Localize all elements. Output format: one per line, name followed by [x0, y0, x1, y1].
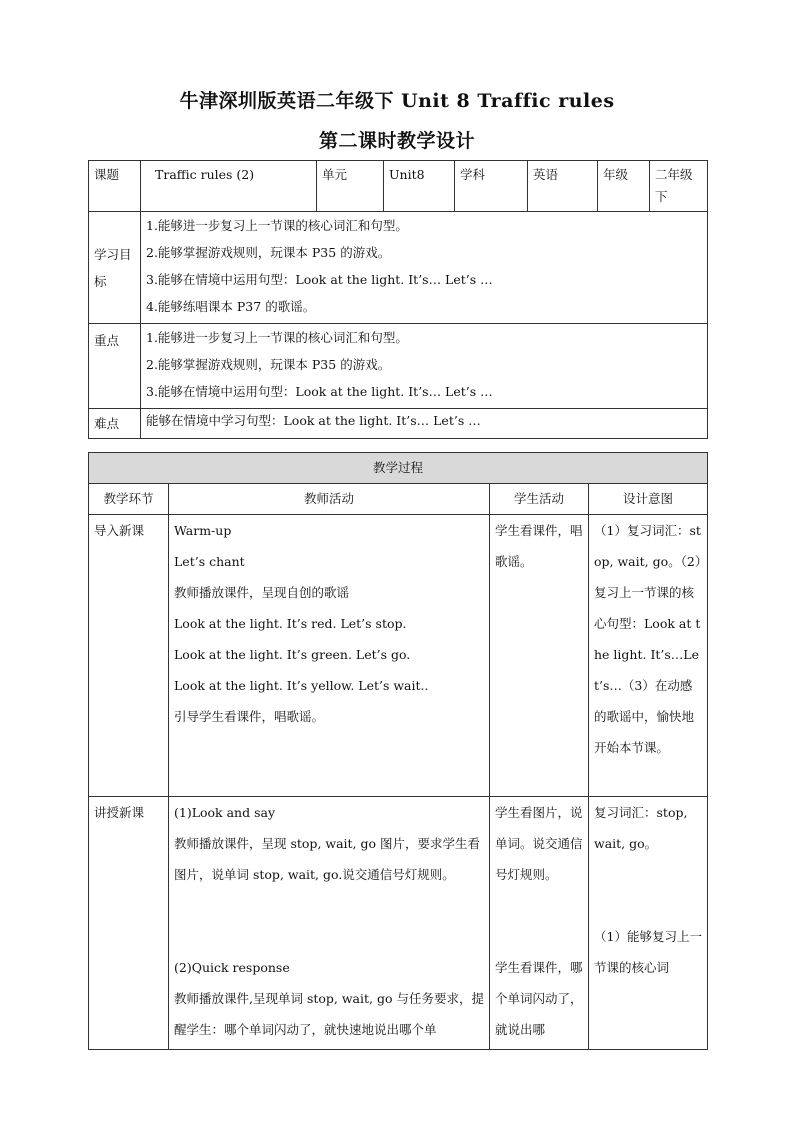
label-key-points: 重点: [89, 324, 141, 409]
goal-item: 1.能够进一步复习上一节课的核心词汇和句型。: [146, 218, 408, 233]
teacher-line: 教师播放课件,呈现单词 stop, wait, go 与任务要求，提醒学生：哪个单词闪动了，就快速地说出哪个单: [174, 991, 484, 1037]
teacher-line: Look at the light. It’s red. Let’s stop.: [174, 616, 407, 631]
student-activity-cell: [490, 797, 589, 1050]
student-line: 学生看图片，说单词。说交通信号灯规则。: [495, 805, 583, 882]
teacher-line: (2)Quick response: [174, 960, 290, 975]
document-subtitle: 第二课时教学设计: [318, 130, 475, 152]
difficult-value: 能够在情境中学习句型：Look at the light. It’s… Let’s …: [141, 409, 708, 439]
key-point-item: 3.能够在情境中运用句型：Look at the light. It’s… Let’s …: [146, 384, 493, 399]
label-grade: 年级: [598, 161, 650, 212]
teacher-activity-cell: [169, 515, 490, 797]
intent-line: （1）能够复习上一节课的核心词: [594, 929, 702, 975]
unit-value: Unit8: [384, 161, 455, 212]
teacher-line: 教师播放课件，呈现自创的歌谣: [174, 585, 350, 600]
key-point-item: 2.能够掌握游戏规则，玩课本 P35 的游戏。: [146, 357, 391, 372]
column-header: 教学环节: [89, 484, 169, 515]
column-header: 教师活动: [169, 484, 490, 515]
stage-cell: 讲授新课: [89, 797, 169, 1050]
column-header: 设计意图: [589, 484, 708, 515]
student-line: 学生看课件，哪个单词闪动了，就说出哪: [495, 960, 583, 1037]
column-header: 学生活动: [490, 484, 589, 515]
process-table: [88, 452, 708, 1050]
label-subject: 学科: [455, 161, 528, 212]
process-header: 教学过程: [89, 453, 708, 484]
table-row: [89, 797, 708, 1050]
teacher-line: 教师播放课件，呈现 stop, wait, go 图片，要求学生看图片，说单词 stop, wait, go.说交通信号灯规则。: [174, 836, 481, 882]
student-activity-cell: 学生看课件，唱歌谣。: [490, 515, 589, 797]
label-unit: 单元: [317, 161, 384, 212]
label-goals: 学习目标: [89, 212, 141, 324]
design-intent-cell: （1）复习词汇：stop, wait, go。（2）复习上一节课的核心句型：Look at the light. It’s…Let’s…（3）在动感的歌谣中，愉快地开始本节课。: [589, 515, 708, 797]
table-row: [89, 515, 708, 797]
teacher-activity-cell: [169, 797, 490, 1050]
label-difficult: 难点: [89, 409, 141, 439]
goal-item: 4.能够练唱课本 P37 的歌谣。: [146, 299, 316, 314]
teacher-line: Look at the light. It’s green. Let’s go.: [174, 647, 411, 662]
subject-value: 英语: [528, 161, 598, 212]
grade-value: 二年级下: [650, 161, 708, 212]
teacher-line: (1)Look and say: [174, 805, 276, 820]
teacher-line: 引导学生看课件，唱歌谣。: [174, 709, 325, 724]
intent-line: 复习词汇：stop, wait, go。: [594, 805, 688, 851]
key-points-list: [141, 324, 708, 409]
info-table: [88, 160, 708, 439]
goals-list: [141, 212, 708, 324]
stage-cell: 导入新课: [89, 515, 169, 797]
teacher-line: Look at the light. It’s yellow. Let’s wait..: [174, 678, 429, 693]
goal-item: 2.能够掌握游戏规则，玩课本 P35 的游戏。: [146, 245, 391, 260]
document-title: 牛津深圳版英语二年级下 Unit 8 Traffic rules: [179, 90, 615, 112]
topic-value: Traffic rules (2): [141, 161, 317, 212]
teacher-line: Let’s chant: [174, 554, 245, 569]
goal-item: 3.能够在情境中运用句型：Look at the light. It’s… Let’s …: [146, 272, 493, 287]
design-intent-cell: [589, 797, 708, 1050]
teacher-line: Warm-up: [174, 523, 232, 538]
key-point-item: 1.能够进一步复习上一节课的核心词汇和句型。: [146, 330, 408, 345]
label-topic: 课题: [89, 161, 141, 212]
